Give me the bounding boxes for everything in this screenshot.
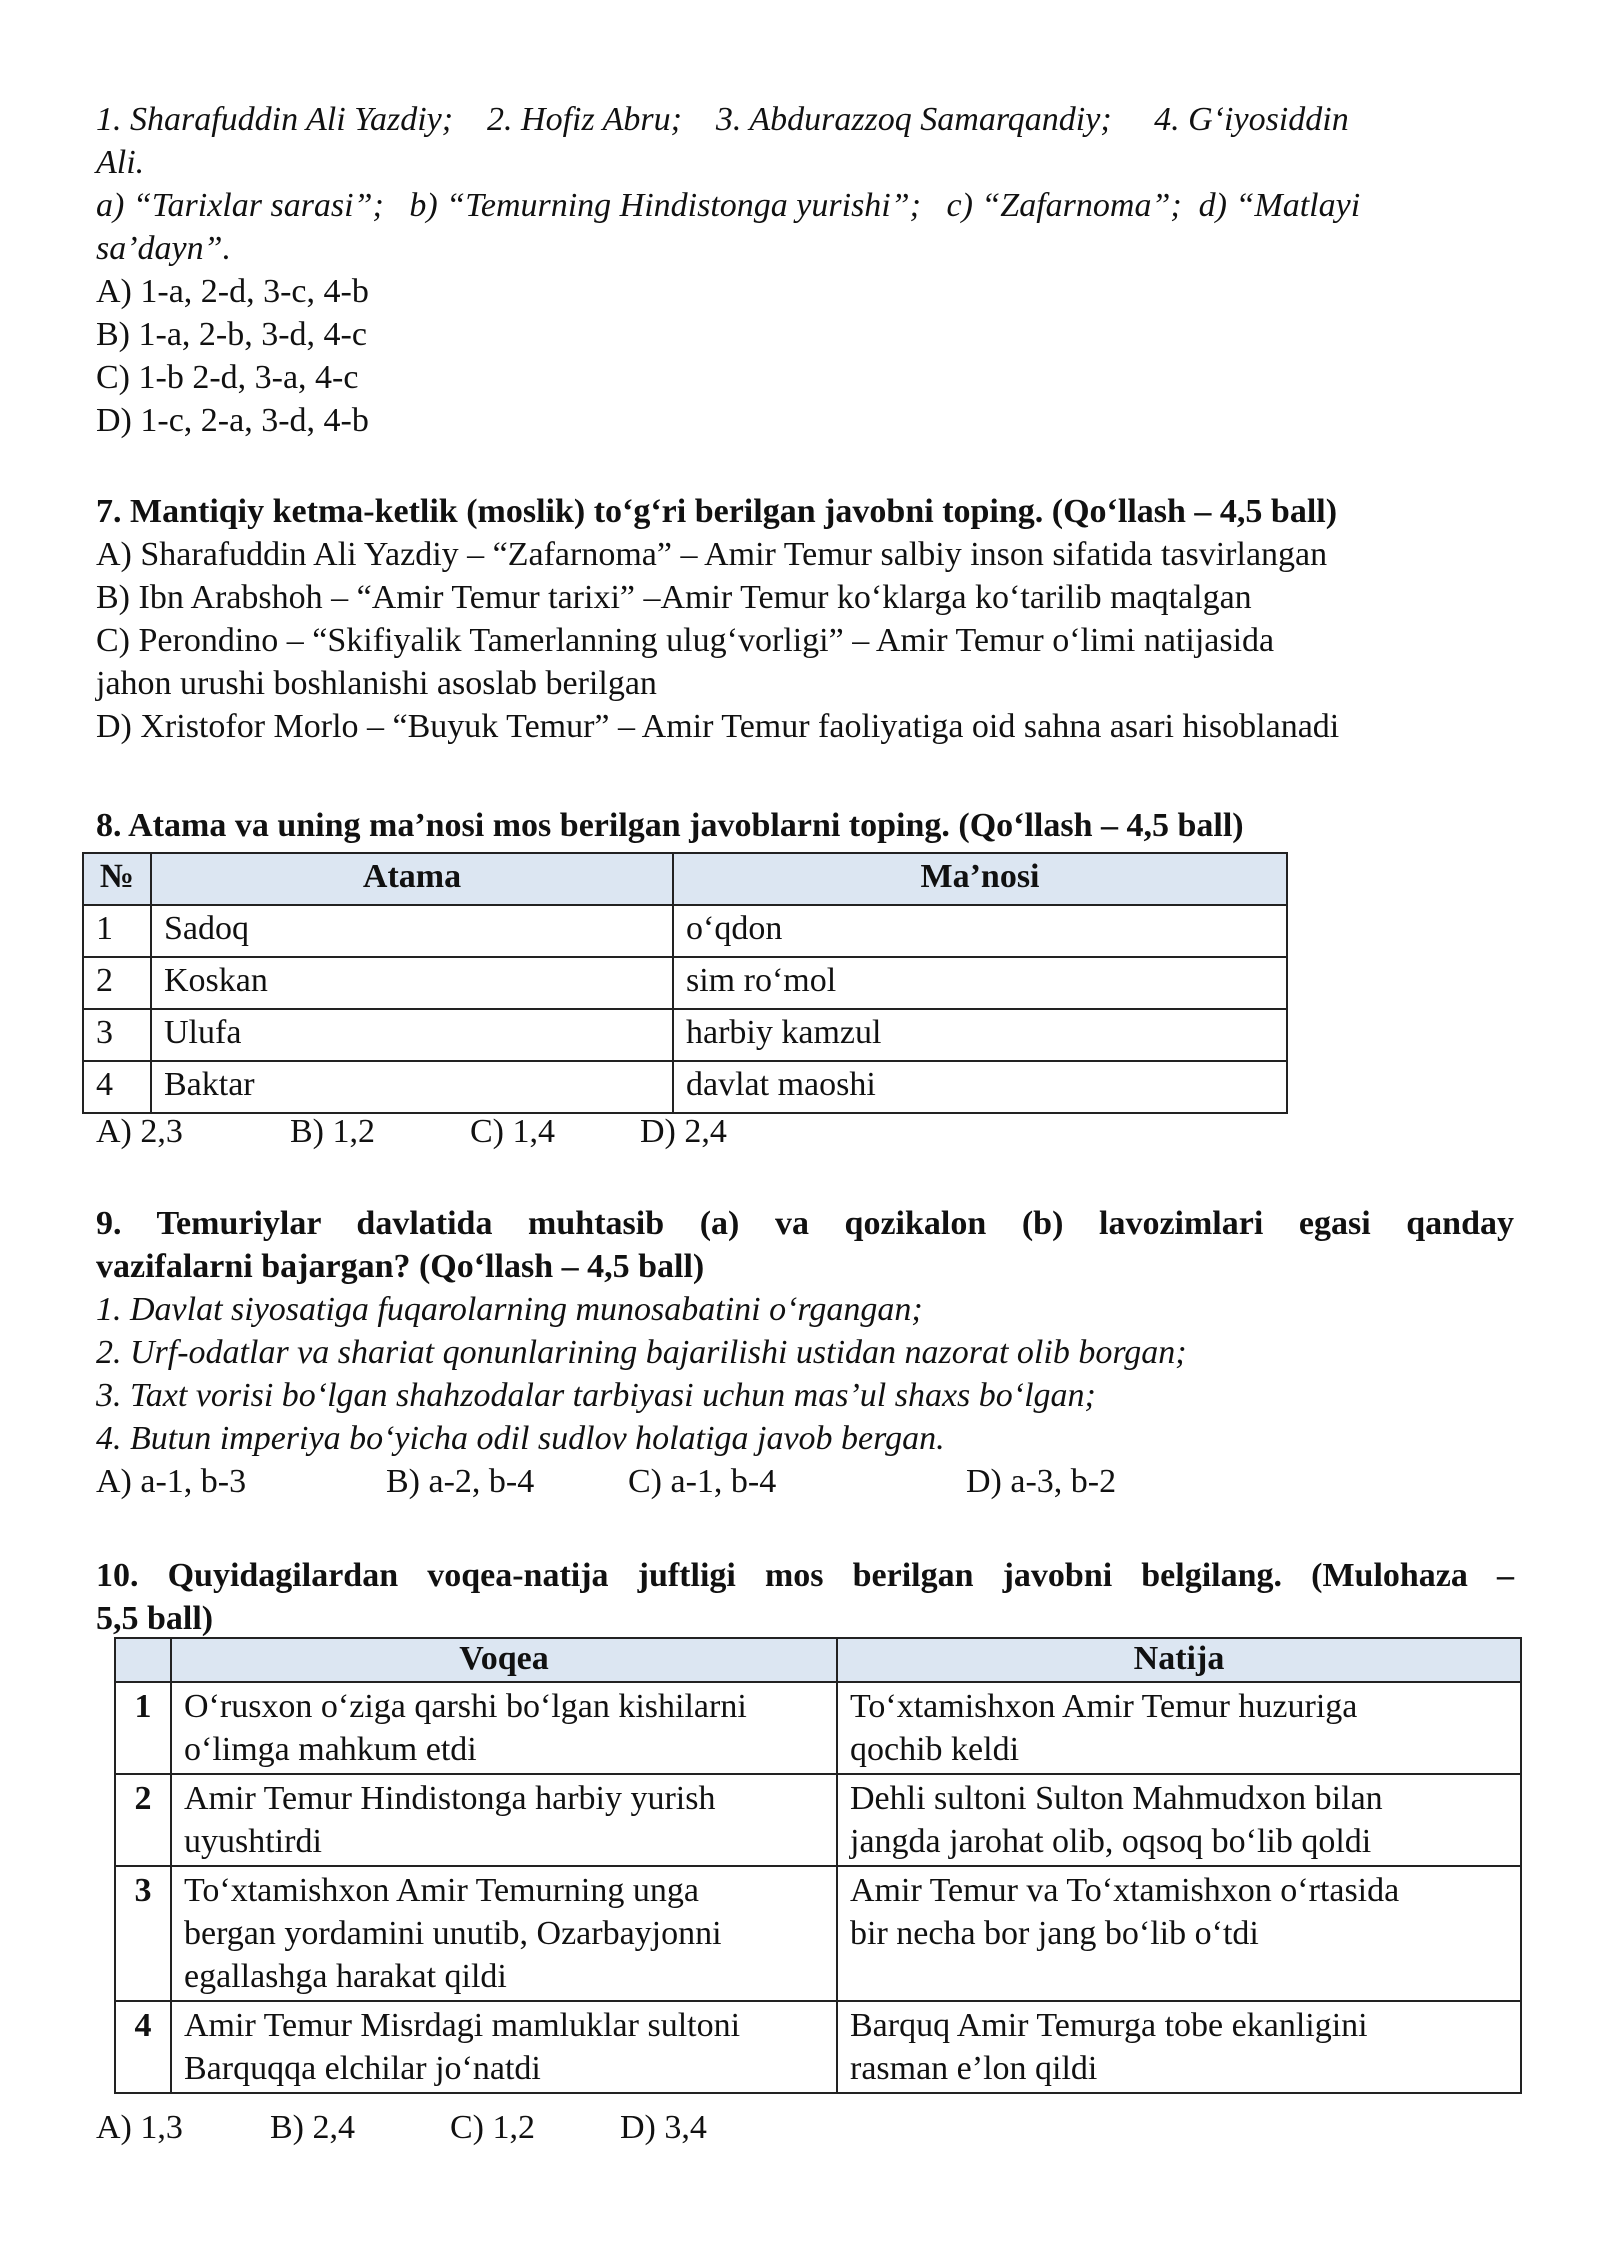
question-7 xyxy=(96,490,1514,748)
result-cell xyxy=(837,1774,1521,1866)
event-line: uyushtirdi xyxy=(184,1823,322,1860)
q9-item: 1. Davlat siyosatiga fuqarolarning munosabatini o‘rgangan; xyxy=(96,1291,923,1328)
q6-authors-line: Ali. xyxy=(96,144,145,181)
header-term: Atama xyxy=(151,853,673,905)
event-line: egallashga harakat qildi xyxy=(184,1958,507,1995)
table-row xyxy=(115,2001,1521,2093)
row-number: 1 xyxy=(115,1682,171,1774)
q6-option-c[interactable]: C) 1-b 2-d, 3-a, 4-c xyxy=(96,359,359,396)
q6-authors-line: 1. Sharafuddin Ali Yazdiy; 2. Hofiz Abru; 3. Abdurazzoq Samarqandiy; 4. G‘iyosiddin xyxy=(96,101,1349,138)
result-cell xyxy=(837,2001,1521,2093)
q7-option-c[interactable]: C) Perondino – “Skifiyalik Tamerlanning ulug‘vorligi” – Amir Temur o‘limi natijasida xyxy=(96,622,1275,659)
event-cell xyxy=(171,2001,837,2093)
event-line: O‘rusxon o‘ziga qarshi bo‘lgan kishilarni xyxy=(184,1688,747,1725)
q8-answer-d[interactable]: D) 2,4 xyxy=(640,1113,727,1150)
q10-answer-d[interactable]: D) 3,4 xyxy=(620,2109,707,2146)
q7-option-c-cont: jahon urushi boshlanishi asoslab berilgan xyxy=(96,665,657,702)
q6-option-a[interactable]: A) 1-a, 2-d, 3-c, 4-b xyxy=(96,273,369,310)
table-row xyxy=(115,1682,1521,1774)
event-line: To‘xtamishxon Amir Temurning unga xyxy=(184,1872,699,1909)
q10-answer-c[interactable]: C) 1,2 xyxy=(450,2109,535,2146)
q9-answer-c[interactable]: C) a-1, b-4 xyxy=(628,1463,777,1500)
term-cell: Ulufa xyxy=(151,1009,673,1061)
header-event: Voqea xyxy=(171,1638,837,1682)
q7-option-b[interactable]: B) Ibn Arabshoh – “Amir Temur tarixi” –Amir Temur ko‘klarga ko‘tarilib maqtalgan xyxy=(96,579,1252,616)
q9-title-cont: vazifalarni bajargan? (Qo‘llash – 4,5 ball) xyxy=(96,1248,705,1285)
q9-answer-d[interactable]: D) a-3, b-2 xyxy=(966,1463,1117,1500)
q6-works-line: sa’dayn”. xyxy=(96,230,232,267)
q10-events-table xyxy=(114,1637,1522,2094)
question-10 xyxy=(96,1554,1514,1640)
question-8 xyxy=(96,804,1514,847)
q10-answer-b[interactable]: B) 2,4 xyxy=(270,2109,355,2146)
row-number: 4 xyxy=(83,1061,151,1113)
event-line: Barquqqa elchilar jo‘natdi xyxy=(184,2050,541,2087)
header-result: Natija xyxy=(837,1638,1521,1682)
term-cell: Sadoq xyxy=(151,905,673,957)
result-line: rasman e’lon qildi xyxy=(850,2050,1098,2087)
header-meaning: Ma’nosi xyxy=(673,853,1287,905)
question-9 xyxy=(96,1202,1514,1460)
q10-title: 10. Quyidagilardan voqea-natija juftligi mos berilgan javobni belgilang. (Mulohaza – xyxy=(96,1557,1514,1594)
row-number: 2 xyxy=(83,957,151,1009)
row-number: 1 xyxy=(83,905,151,957)
q9-title: 9. Temuriylar davlatida muhtasib (a) va qozikalon (b) lavozimlari egasi qanday xyxy=(96,1205,1514,1242)
result-line: jangda jarohat olib, oqsoq bo‘lib qoldi xyxy=(850,1823,1372,1860)
q9-item: 2. Urf-odatlar va shariat qonunlarining bajarilishi ustidan nazorat olib borgan; xyxy=(96,1334,1187,1371)
q8-terms-table xyxy=(82,852,1288,1114)
meaning-cell: sim ro‘mol xyxy=(673,957,1287,1009)
header-number: № xyxy=(83,853,151,905)
event-cell xyxy=(171,1682,837,1774)
result-cell xyxy=(837,1682,1521,1774)
event-line: Amir Temur Hindistonga harbiy yurish xyxy=(184,1780,716,1817)
table-row xyxy=(83,1009,1287,1061)
q8-answer-c[interactable]: C) 1,4 xyxy=(470,1113,555,1150)
q7-option-a[interactable]: A) Sharafuddin Ali Yazdiy – “Zafarnoma” – Amir Temur salbiy inson sifatida tasvirlangan xyxy=(96,536,1328,573)
q9-answer-b[interactable]: B) a-2, b-4 xyxy=(386,1463,535,1500)
event-line: Amir Temur Misrdagi mamluklar sultoni xyxy=(184,2007,741,2044)
term-cell: Koskan xyxy=(151,957,673,1009)
q8-title: 8. Atama va uning ma’nosi mos berilgan javoblarni toping. (Qo‘llash – 4,5 ball) xyxy=(96,807,1244,844)
result-line: bir necha bor jang bo‘lib o‘tdi xyxy=(850,1915,1259,1952)
table-row xyxy=(115,1774,1521,1866)
q7-option-d[interactable]: D) Xristofor Morlo – “Buyuk Temur” – Amir Temur faoliyatiga oid sahna asari hisoblanadi xyxy=(96,708,1340,745)
event-cell xyxy=(171,1774,837,1866)
event-cell xyxy=(171,1866,837,2001)
table-row xyxy=(83,957,1287,1009)
result-line: Barquq Amir Temurga tobe ekanligini xyxy=(850,2007,1368,2044)
q9-item: 3. Taxt vorisi bo‘lgan shahzodalar tarbiyasi uchun mas’ul shaxs bo‘lgan; xyxy=(96,1377,1096,1414)
table-header-row xyxy=(115,1638,1521,1682)
q6-option-d[interactable]: D) 1-c, 2-a, 3-d, 4-b xyxy=(96,402,369,439)
table-row xyxy=(83,1061,1287,1113)
row-number: 3 xyxy=(115,1866,171,2001)
row-number: 2 xyxy=(115,1774,171,1866)
table-header-row xyxy=(83,853,1287,905)
event-line: bergan yordamini unutib, Ozarbayjonni xyxy=(184,1915,722,1952)
result-cell xyxy=(837,1866,1521,2001)
result-line: To‘xtamishxon Amir Temur huzuriga xyxy=(850,1688,1358,1725)
term-cell: Baktar xyxy=(151,1061,673,1113)
meaning-cell: davlat maoshi xyxy=(673,1061,1287,1113)
table-row xyxy=(115,1866,1521,2001)
q10-answer-a[interactable]: A) 1,3 xyxy=(96,2109,183,2146)
q9-answer-a[interactable]: A) a-1, b-3 xyxy=(96,1463,247,1500)
meaning-cell: harbiy kamzul xyxy=(673,1009,1287,1061)
q6-works-line: a) “Tarixlar sarasi”; b) “Temurning Hindistonga yurishi”; c) “Zafarnoma”; d) “Matlayi xyxy=(96,187,1361,224)
q8-answer-b[interactable]: B) 1,2 xyxy=(290,1113,375,1150)
header-blank xyxy=(115,1638,171,1682)
result-line: Amir Temur va To‘xtamishxon o‘rtasida xyxy=(850,1872,1400,1909)
q7-title: 7. Mantiqiy ketma-ketlik (moslik) to‘g‘ri berilgan javobni toping. (Qo‘llash – 4,5 ball) xyxy=(96,493,1338,530)
row-number: 4 xyxy=(115,2001,171,2093)
meaning-cell: o‘qdon xyxy=(673,905,1287,957)
q6-option-b[interactable]: B) 1-a, 2-b, 3-d, 4-c xyxy=(96,316,367,353)
row-number: 3 xyxy=(83,1009,151,1061)
q8-answer-a[interactable]: A) 2,3 xyxy=(96,1113,183,1150)
result-line: Dehli sultoni Sulton Mahmudxon bilan xyxy=(850,1780,1383,1817)
question-6 xyxy=(96,98,1514,442)
table-row xyxy=(83,905,1287,957)
q9-item: 4. Butun imperiya bo‘yicha odil sudlov holatiga javob bergan. xyxy=(96,1420,945,1457)
event-line: o‘limga mahkum etdi xyxy=(184,1731,477,1768)
result-line: qochib keldi xyxy=(850,1731,1020,1768)
q10-title-cont: 5,5 ball) xyxy=(96,1600,214,1637)
